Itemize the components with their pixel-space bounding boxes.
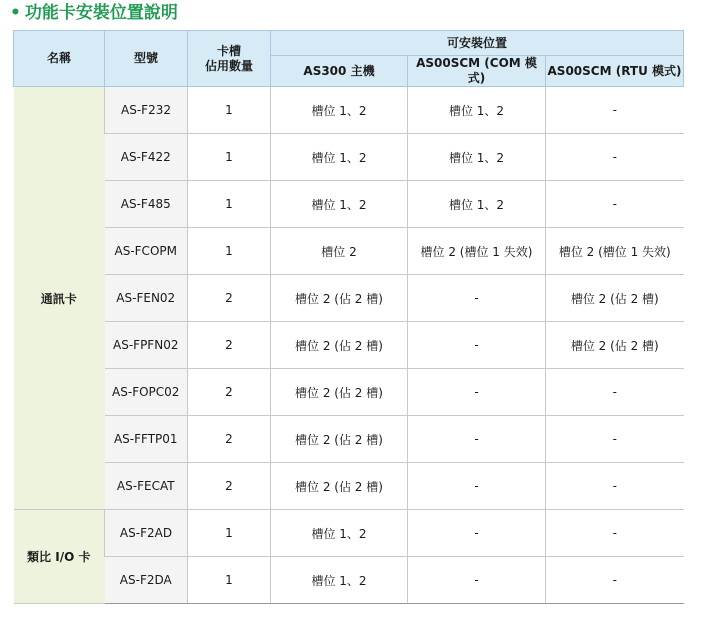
table-row	[14, 228, 684, 275]
header-model: 型號	[105, 31, 188, 87]
model-cell: AS-FECAT	[105, 463, 188, 510]
as300-cell: 槽位 2 (佔 2 槽)	[271, 369, 408, 416]
model-cell: AS-F485	[105, 181, 188, 228]
as300-cell: 槽位 2 (佔 2 槽)	[271, 275, 408, 322]
slots-cell: 2	[188, 369, 271, 416]
slots-cell: 1	[188, 510, 271, 557]
as00scm-com-cell: 槽位 2 (槽位 1 失效)	[408, 228, 546, 275]
table-row	[14, 134, 684, 181]
table-row	[14, 87, 684, 134]
category-cell: 類比 I/O 卡	[14, 510, 105, 604]
slots-cell: 1	[188, 228, 271, 275]
header-as00scm-rtu: AS00SCM (RTU 模式)	[546, 56, 684, 87]
slots-cell: 2	[188, 322, 271, 369]
slots-cell: 1	[188, 134, 271, 181]
as00scm-rtu-cell: 槽位 2 (佔 2 槽)	[546, 322, 684, 369]
as300-cell: 槽位 1、2	[271, 134, 408, 181]
as00scm-com-cell: -	[408, 557, 546, 604]
header-as00scm-com: AS00SCM (COM 模式)	[408, 56, 546, 87]
table-row	[14, 275, 684, 322]
table-row	[14, 322, 684, 369]
as300-cell: 槽位 1、2	[271, 87, 408, 134]
as00scm-rtu-cell: -	[546, 134, 684, 181]
slots-cell: 2	[188, 416, 271, 463]
as300-cell: 槽位 2 (佔 2 槽)	[271, 322, 408, 369]
as300-cell: 槽位 1、2	[271, 510, 408, 557]
page-title-text: 功能卡安裝位置說明	[24, 3, 178, 23]
as00scm-rtu-cell: -	[546, 463, 684, 510]
as00scm-rtu-cell: -	[546, 510, 684, 557]
as300-cell: 槽位 2 (佔 2 槽)	[271, 416, 408, 463]
model-cell: AS-FOPC02	[105, 369, 188, 416]
category-cell: 通訊卡	[14, 87, 105, 510]
as00scm-com-cell: -	[408, 369, 546, 416]
slots-cell: 2	[188, 463, 271, 510]
as00scm-com-cell: -	[408, 322, 546, 369]
slots-cell: 2	[188, 275, 271, 322]
as00scm-com-cell: -	[408, 275, 546, 322]
model-cell: AS-FEN02	[105, 275, 188, 322]
slots-cell: 1	[188, 181, 271, 228]
table-row	[14, 416, 684, 463]
as300-cell: 槽位 1、2	[271, 181, 408, 228]
header-name: 名稱	[14, 31, 105, 87]
slots-cell: 1	[188, 557, 271, 604]
as300-cell: 槽位 2	[271, 228, 408, 275]
as00scm-com-cell: -	[408, 463, 546, 510]
as00scm-com-cell: 槽位 1、2	[408, 181, 546, 228]
slots-cell: 1	[188, 87, 271, 134]
table-row	[14, 369, 684, 416]
as00scm-rtu-cell: -	[546, 557, 684, 604]
as300-cell: 槽位 1、2	[271, 557, 408, 604]
header-as300: AS300 主機	[271, 56, 408, 87]
as00scm-rtu-cell: -	[546, 181, 684, 228]
table-row	[14, 463, 684, 510]
as00scm-rtu-cell: -	[546, 369, 684, 416]
model-cell: AS-F2AD	[105, 510, 188, 557]
as00scm-rtu-cell: 槽位 2 (佔 2 槽)	[546, 275, 684, 322]
as00scm-com-cell: -	[408, 510, 546, 557]
as00scm-com-cell: 槽位 1、2	[408, 134, 546, 181]
model-cell: AS-FCOPM	[105, 228, 188, 275]
bullet-icon: •	[10, 3, 21, 23]
as00scm-com-cell: -	[408, 416, 546, 463]
header-slots-line2: 佔用數量	[204, 58, 253, 73]
as00scm-com-cell: 槽位 1、2	[408, 87, 546, 134]
install-position-table	[13, 30, 684, 604]
table-row	[14, 557, 684, 604]
model-cell: AS-FFTP01	[105, 416, 188, 463]
as00scm-rtu-cell: -	[546, 87, 684, 134]
table-row	[14, 181, 684, 228]
as300-cell: 槽位 2 (佔 2 槽)	[271, 463, 408, 510]
model-cell: AS-FPFN02	[105, 322, 188, 369]
header-slots	[188, 31, 271, 87]
as00scm-rtu-cell: -	[546, 416, 684, 463]
model-cell: AS-F232	[105, 87, 188, 134]
page-title	[10, 0, 178, 23]
model-cell: AS-F2DA	[105, 557, 188, 604]
header-install-group: 可安裝位置	[271, 31, 684, 56]
model-cell: AS-F422	[105, 134, 188, 181]
header-slots-line1: 卡槽	[216, 43, 241, 58]
as00scm-rtu-cell: 槽位 2 (槽位 1 失效)	[546, 228, 684, 275]
table-row	[14, 510, 684, 557]
